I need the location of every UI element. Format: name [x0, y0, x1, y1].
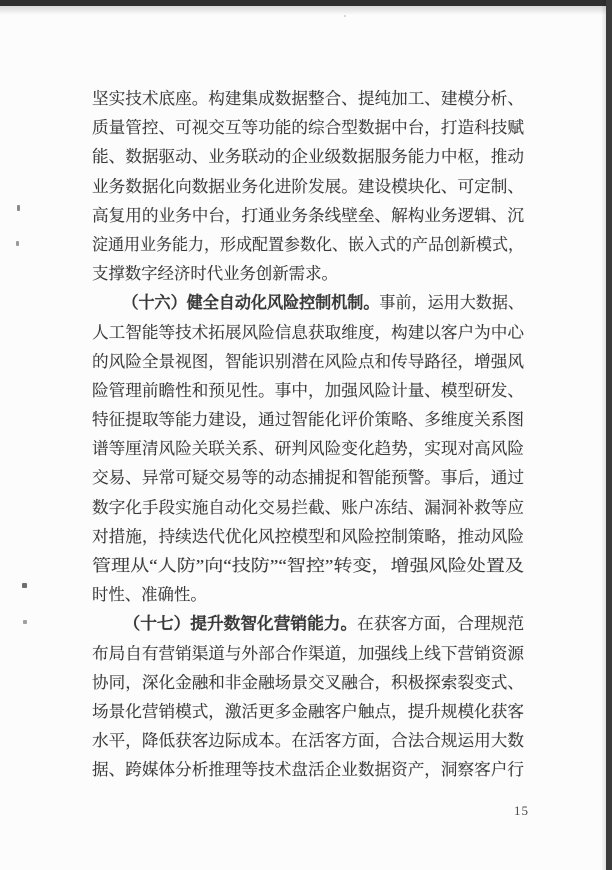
- text-line: [92, 463, 524, 492]
- line-text: 能、数据驱动、业务联动的企业级数据服务能力中枢，推动: [92, 147, 524, 167]
- document-text-block: [92, 84, 524, 785]
- line-text: 场景化营销模式，激活更多金融客户触点，提升规模化获客: [92, 701, 524, 721]
- text-line: [92, 493, 524, 522]
- line-text: 事前，运用大数据、: [379, 293, 524, 313]
- text-line: [92, 259, 524, 288]
- line-text: 布局自有营销渠道与外部合作渠道，加强线上线下营销资源: [92, 643, 524, 663]
- line-text: 时性、准确性。: [92, 585, 207, 605]
- line-text: 对措施，持续迭代优化风控模型和风险控制策略，推动风险: [92, 526, 524, 546]
- scan-speck: [344, 15, 346, 17]
- text-line: [92, 376, 524, 405]
- line-text: 据、跨媒体分析推理等技术盘活企业数据资产，洞察客户行: [92, 760, 524, 780]
- text-line: [92, 318, 524, 347]
- line-text: 水平，降低获客边际成本。在活客方面，合法合规运用大数: [92, 731, 524, 751]
- text-line: [92, 84, 524, 113]
- section-heading: （十六）健全自动化风险控制机制。: [122, 293, 380, 313]
- section-heading: （十七）提升数智化营销能力。: [123, 614, 358, 634]
- text-line: [92, 668, 524, 697]
- line-text: 在获客方面，合理规范: [357, 614, 524, 634]
- line-text: 数字化手段实施自动化交易拦截、账户冻结、漏洞补救等应: [92, 497, 524, 517]
- scan-speck: [17, 205, 20, 211]
- line-text: 谱等厘清风险关联关系、研判风险变化趋势，实现对高风险: [92, 439, 524, 459]
- line-text: 淀通用业务能力，形成配置参数化、嵌入式的产品创新模式，: [92, 234, 524, 254]
- scan-top-shadow: [0, 6, 612, 15]
- line-text: 管理从“人防”向“技防”“智控”转变，增强风险处置及: [92, 556, 524, 575]
- text-line: [92, 726, 524, 755]
- text-line: [92, 201, 524, 230]
- line-text: 险管理前瞻性和预见性。事中，加强风险计量、模型研发、: [92, 380, 524, 400]
- text-line: [92, 639, 524, 668]
- text-line: [92, 609, 524, 638]
- line-text: 高复用的业务中台，打通业务条线壁垒、解构业务逻辑、沉: [92, 205, 524, 225]
- text-line: [92, 230, 524, 259]
- scan-speck: [22, 583, 27, 588]
- text-line: [92, 142, 524, 171]
- text-line: [92, 580, 524, 609]
- line-text: 的风险全景视图，智能识别潜在风险点和传导路径，增强风: [92, 351, 524, 371]
- text-line: [92, 697, 524, 726]
- line-text: 交易、异常可疑交易等的动态捕捉和智能预警。事后，通过: [92, 468, 524, 488]
- text-line: [92, 288, 524, 317]
- text-line: [92, 522, 524, 551]
- line-text: 协同，深化金融和非金融场景交叉融合，积极探索裂变式、: [92, 672, 524, 692]
- page-number: 15: [514, 803, 529, 818]
- text-line: [92, 755, 524, 784]
- scan-speck: [16, 241, 19, 246]
- text-line: [92, 172, 524, 201]
- text-line: [92, 405, 524, 434]
- text-line: [92, 434, 524, 463]
- text-line: [92, 113, 524, 142]
- line-text: 质量管控、可视交互等功能的综合型数据中台，打造科技赋: [92, 118, 524, 138]
- line-text: 支撑数字经济时代业务创新需求。: [92, 264, 338, 284]
- scan-speck: [23, 620, 27, 624]
- line-text: 人工智能等技术拓展风险信息获取维度，构建以客户为中心: [92, 322, 524, 342]
- line-text: 特征提取等能力建设，通过智能化评价策略、多维度关系图: [92, 410, 524, 430]
- text-line: [92, 551, 524, 580]
- text-line: [92, 347, 524, 376]
- line-text: 业务数据化向数据业务化进阶发展。建设模块化、可定制、: [92, 176, 524, 196]
- scan-right-edge: [606, 0, 612, 870]
- line-text: 坚实技术底座。构建集成数据整合、提纯加工、建模分析、: [92, 89, 524, 108]
